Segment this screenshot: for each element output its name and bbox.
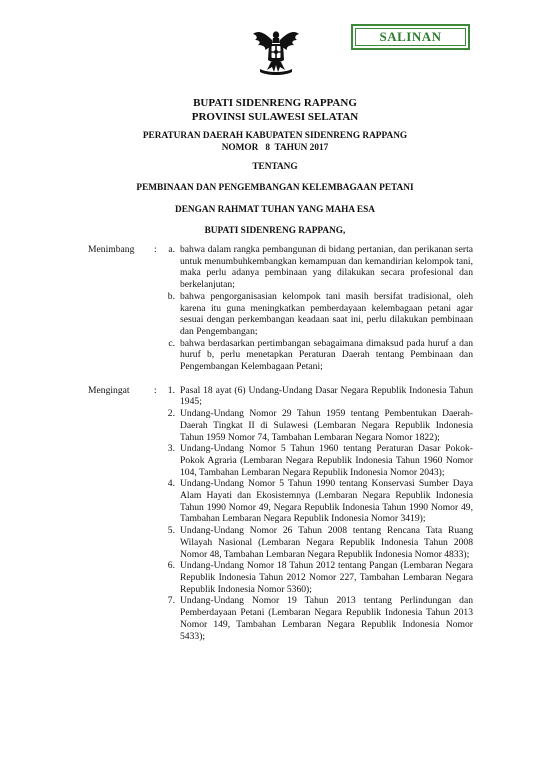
list-item: 1. Pasal 18 ayat (6) Undang-Undang Dasar Negara Republik Indonesia Tahun 1945;: [167, 384, 473, 408]
list-item: c. bahwa berdasarkan pertimbangan sebagaimana dimaksud pada huruf a dan huruf b, perlu menetapkan Peraturan Daerah tentang Pembinaan dan Pengembangan Kelembagaan Petani;: [168, 337, 473, 373]
list-item: 6. Undang-Undang Nomor 18 Tahun 2012 tentang Pangan (Lembaran Negara Republik Indonesia Tahun 2012 Nomor 227, Tambahan Lembaran Negara Republik Indonesia Nomor 5360);: [167, 560, 473, 595]
list-item: 2. Undang-Undang Nomor 29 Tahun 1959 tentang Pembentukan Daerah-Daerah Tingkat II di Sulawesi (Lembaran Negara Republik Indonesia Tahun 1959 Nomor 74, Tambahan Lembaran Negara Nomor 1822);: [167, 408, 473, 443]
menimbang-section: [88, 244, 473, 373]
stamp-label: SALINAN: [355, 28, 466, 46]
list-item: 5. Undang-Undang Nomor 26 Tahun 2008 tentang Rencana Tata Ruang Wilayah Nasional (Lembaran Negara Republik Indonesia Tahun 2008 Nomor 48, Tambahan Lembaran Negara Republik Indonesia Nomor 4833);: [167, 525, 473, 560]
garuda-emblem-icon: [252, 26, 300, 76]
grace-statement: DENGAN RAHMAT TUHAN YANG MAHA ESA: [175, 205, 375, 215]
regulation-number: NOMOR 8 TAHUN 2017: [221, 143, 329, 153]
regulation-title: PERATURAN DAERAH KABUPATEN SIDENRENG RAPPANG: [142, 131, 408, 141]
document-body: [88, 244, 473, 642]
about-heading: TENTANG: [252, 162, 298, 172]
list-item: 3. Undang-Undang Nomor 5 Tahun 1960 tentang Peraturan Dasar Pokok-Pokok Agraria (Lembaran Negara Republik Indonesia Tahun 1960 Nomor 104, Tambahan Lembaran Negara Republik Indonesia Nomor 2043);: [167, 443, 473, 478]
mengingat-colon: :: [154, 384, 157, 396]
regent-salutation: BUPATI SIDENRENG RAPPANG,: [204, 226, 346, 236]
list-item: b. bahwa pengorganisasian kelompok tani masih bersifat tradisional, oleh karena itu guna meningkatkan pemberdayaan kelembagaan petani agar sesuai dengan perkembangan keadaan saat ini, perlu dilakukan pembinaan dan Pengembangan;: [167, 290, 473, 337]
list-item: 7. Undang-Undang Nomor 19 Tahun 2013 tentang Perlindungan dan Pemberdayaan Petani (Lembaran Negara Republik Indonesia Tahun 2013 Nomor 149, Tambahan Lembaran Negara Republik Indonesia Nomor 5433);: [167, 595, 473, 642]
regulation-subject: PEMBINAAN DAN PENGEMBANGAN KELEMBAGAAN PETANI: [136, 183, 414, 193]
list-item: a. bahwa dalam rangka pembangunan di bidang pertanian, dan perikanan serta untuk menumbuhkembangkan kemampuan dan kemandirian kelompok tani, maka perlu adanya pembinaan yang dilakukan secara profesional dan berkelanjutan;: [168, 244, 473, 291]
mengingat-label: Mengingat: [88, 384, 130, 396]
menimbang-label: Menimbang: [88, 244, 135, 255]
mengingat-section: [88, 385, 473, 642]
province-title: PROVINSI SULAWESI SELATAN: [191, 111, 359, 123]
menimbang-colon: :: [154, 244, 157, 255]
list-item: 4. Undang-Undang Nomor 5 Tahun 1990 tentang Konservasi Sumber Daya Alam Hayati dan Ekosistemnya (Lembaran Negara Republik Indonesia Tahun 1990 Nomor 49, Negara Republik Indonesia Tahun 1990 Nomor 49, Tambahan Lembaran Negara Republik Indonesia Nomor 3419);: [167, 478, 473, 525]
regent-title: BUPATI SIDENRENG RAPPANG: [193, 97, 357, 109]
salinan-stamp: [351, 24, 470, 50]
